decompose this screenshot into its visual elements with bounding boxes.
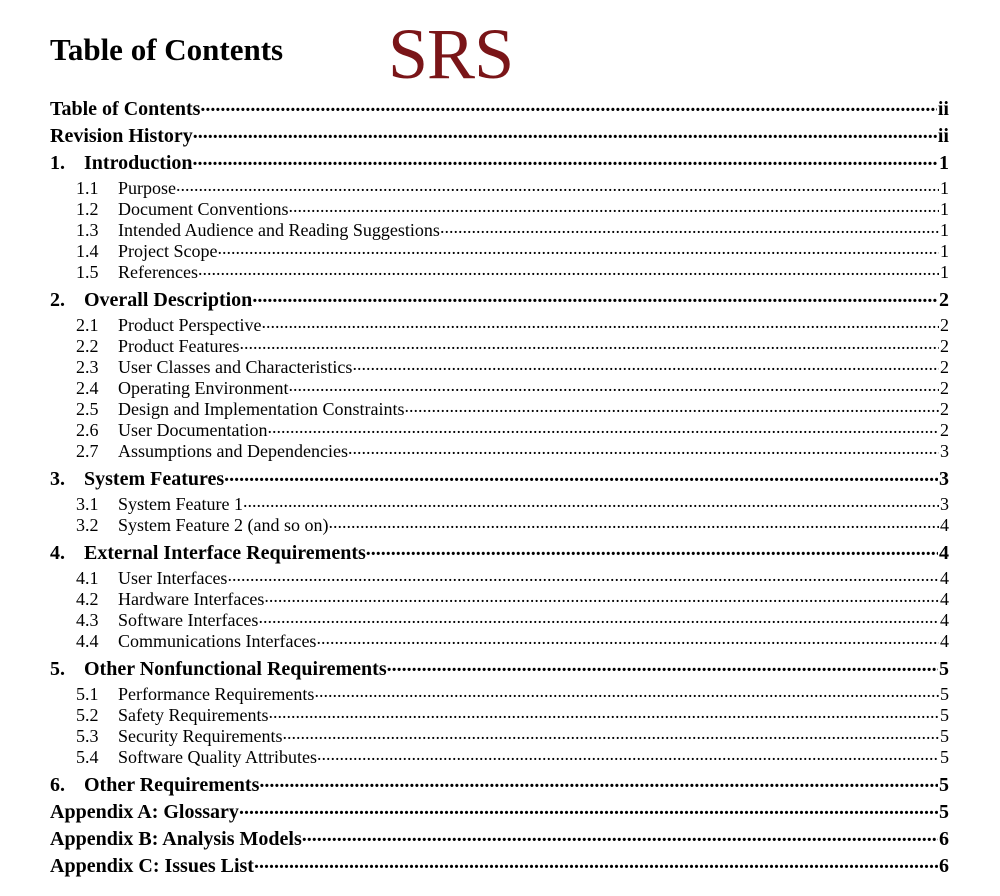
toc-entry-number: 3.1 bbox=[76, 494, 99, 514]
dot-leader bbox=[259, 771, 938, 791]
toc-entry-page: 3 bbox=[940, 494, 949, 514]
toc-entry[interactable] bbox=[50, 587, 949, 608]
toc-entry-number: 2.6 bbox=[76, 420, 99, 440]
toc-entry-page: 4 bbox=[939, 542, 949, 564]
dot-leader bbox=[224, 465, 938, 485]
toc-entry-title: Security Requirements bbox=[118, 726, 283, 746]
toc-entry-title: Design and Implementation Constraints bbox=[118, 399, 405, 419]
toc-entry-title: Purpose bbox=[118, 178, 176, 198]
toc-entry-number: 6. bbox=[50, 774, 65, 796]
toc-entry-title: User Interfaces bbox=[118, 568, 228, 588]
toc-entry[interactable] bbox=[50, 334, 949, 355]
toc-entry[interactable] bbox=[50, 176, 949, 197]
dot-leader bbox=[252, 286, 938, 306]
toc-entry-title: Intended Audience and Reading Suggestions bbox=[118, 220, 440, 240]
dot-leader bbox=[268, 703, 939, 721]
dot-leader bbox=[239, 798, 938, 818]
toc-entry-title: Other Requirements bbox=[84, 774, 260, 796]
dot-leader bbox=[227, 566, 939, 584]
toc-entry-title: User Documentation bbox=[118, 420, 268, 440]
dot-leader bbox=[254, 852, 938, 872]
toc-entry-number: 2.2 bbox=[76, 336, 99, 356]
toc-entry-page: 3 bbox=[940, 441, 949, 461]
toc-entry[interactable] bbox=[50, 122, 949, 149]
dot-leader bbox=[217, 239, 939, 257]
toc-entry-title: Table of Contents bbox=[50, 98, 201, 120]
toc-entry[interactable] bbox=[50, 465, 949, 492]
toc-entry-number: 1.4 bbox=[76, 241, 99, 261]
toc-entry-title: Performance Requirements bbox=[118, 684, 315, 704]
toc-entry[interactable] bbox=[50, 95, 949, 122]
toc-entry[interactable] bbox=[50, 439, 949, 460]
toc-entry-page: 1 bbox=[939, 152, 949, 174]
dot-leader bbox=[176, 176, 939, 194]
toc-entry[interactable] bbox=[50, 218, 949, 239]
dot-leader bbox=[328, 513, 939, 531]
toc-entry-page: 1 bbox=[940, 241, 949, 261]
toc-entry-number: 2.1 bbox=[76, 315, 99, 335]
toc-entry[interactable] bbox=[50, 149, 949, 176]
toc-entry-page: 2 bbox=[940, 399, 949, 419]
toc-entry-page: 5 bbox=[939, 774, 949, 796]
toc-entry[interactable] bbox=[50, 798, 949, 825]
toc-entry-title: Introduction bbox=[84, 152, 193, 174]
toc-entry-page: 6 bbox=[939, 828, 949, 850]
toc-entry-page: 5 bbox=[939, 658, 949, 680]
toc-entry-page: 2 bbox=[940, 315, 949, 335]
toc-entry-number: 4. bbox=[50, 542, 65, 564]
toc-entry[interactable] bbox=[50, 418, 949, 439]
toc-entry[interactable] bbox=[50, 655, 949, 682]
toc-entry-page: 4 bbox=[940, 631, 949, 651]
toc-entry-number: 1.2 bbox=[76, 199, 99, 219]
toc-entry-title: Document Conventions bbox=[118, 199, 289, 219]
toc-entry-title: System Feature 1 bbox=[118, 494, 243, 514]
toc-entry-page: 1 bbox=[940, 178, 949, 198]
toc-entry[interactable] bbox=[50, 852, 949, 879]
toc-entry-page: 1 bbox=[940, 262, 949, 282]
dot-leader bbox=[288, 376, 939, 394]
toc-entry-page: 4 bbox=[940, 589, 949, 609]
toc-entry-page: 2 bbox=[940, 378, 949, 398]
toc-entry-title: Software Quality Attributes bbox=[118, 747, 317, 767]
toc-entry-page: ii bbox=[937, 125, 949, 147]
dot-leader bbox=[239, 334, 939, 352]
toc-entry-number: 2.5 bbox=[76, 399, 99, 419]
toc-entry-page: 4 bbox=[940, 610, 949, 630]
dot-leader bbox=[352, 355, 939, 373]
toc-entry-number: 3.2 bbox=[76, 515, 99, 535]
toc-entry-title: Safety Requirements bbox=[118, 705, 269, 725]
toc-entry-page: 4 bbox=[940, 568, 949, 588]
toc-entry[interactable] bbox=[50, 771, 949, 798]
toc-entry[interactable] bbox=[50, 608, 949, 629]
dot-leader bbox=[387, 655, 938, 675]
toc-entry-title: Project Scope bbox=[118, 241, 218, 261]
toc-entry-number: 5.4 bbox=[76, 747, 99, 767]
toc-entry-title: Product Perspective bbox=[118, 315, 262, 335]
toc-entry-title: Product Features bbox=[118, 336, 240, 356]
toc-entry-page: 2 bbox=[940, 357, 949, 377]
toc-entry-number: 4.1 bbox=[76, 568, 99, 588]
dot-leader bbox=[316, 629, 939, 647]
toc-entry[interactable] bbox=[50, 492, 949, 513]
dot-leader bbox=[404, 397, 939, 415]
toc-entry-page: 5 bbox=[940, 747, 949, 767]
toc-entry-page: 5 bbox=[939, 801, 949, 823]
toc-entry-title: Appendix C: Issues List bbox=[50, 855, 254, 877]
toc-entry[interactable] bbox=[50, 397, 949, 418]
toc-entry-number: 1.3 bbox=[76, 220, 99, 240]
toc-entry-title: Hardware Interfaces bbox=[118, 589, 265, 609]
toc-entry-page: 2 bbox=[940, 336, 949, 356]
toc-entry[interactable] bbox=[50, 355, 949, 376]
toc-entry[interactable] bbox=[50, 260, 949, 281]
dot-leader bbox=[317, 745, 939, 763]
toc-entry[interactable] bbox=[50, 539, 949, 566]
toc-entry[interactable] bbox=[50, 197, 949, 218]
dot-leader bbox=[440, 218, 939, 236]
table-of-contents bbox=[50, 95, 949, 879]
toc-entry-title: Revision History bbox=[50, 125, 193, 147]
toc-entry-page: 5 bbox=[940, 684, 949, 704]
toc-entry[interactable] bbox=[50, 513, 949, 534]
toc-entry[interactable] bbox=[50, 376, 949, 397]
toc-entry-number: 4.2 bbox=[76, 589, 99, 609]
toc-entry[interactable] bbox=[50, 745, 949, 766]
toc-entry-page: ii bbox=[937, 98, 949, 120]
toc-entry-page: 4 bbox=[940, 515, 949, 535]
dot-leader bbox=[243, 492, 939, 510]
toc-entry-number: 3. bbox=[50, 468, 65, 490]
dot-leader bbox=[366, 539, 938, 559]
toc-entry[interactable] bbox=[50, 566, 949, 587]
toc-entry-number: 4.4 bbox=[76, 631, 99, 651]
toc-entry-number: 5.3 bbox=[76, 726, 99, 746]
toc-entry-title: Software Interfaces bbox=[118, 610, 259, 630]
dot-leader bbox=[193, 149, 938, 169]
toc-entry-page: 3 bbox=[939, 468, 949, 490]
toc-entry-title: User Classes and Characteristics bbox=[118, 357, 353, 377]
toc-entry-number: 5. bbox=[50, 658, 65, 680]
toc-entry-page: 1 bbox=[940, 220, 949, 240]
dot-leader bbox=[314, 682, 939, 700]
toc-entry-title: System Feature 2 (and so on) bbox=[118, 515, 329, 535]
toc-entry[interactable] bbox=[50, 825, 949, 852]
toc-entry-number: 5.1 bbox=[76, 684, 99, 704]
dot-leader bbox=[261, 313, 939, 331]
dot-leader bbox=[302, 825, 938, 845]
toc-entry-number: 2.3 bbox=[76, 357, 99, 377]
toc-entry-title: Appendix B: Analysis Models bbox=[50, 828, 302, 850]
toc-entry-title: Other Nonfunctional Requirements bbox=[84, 658, 387, 680]
toc-entry-number: 1.1 bbox=[76, 178, 99, 198]
toc-entry-page: 2 bbox=[940, 420, 949, 440]
toc-entry-title: System Features bbox=[84, 468, 225, 490]
toc-entry-title: External Interface Requirements bbox=[84, 542, 366, 564]
dot-leader bbox=[258, 608, 939, 626]
toc-entry[interactable] bbox=[50, 629, 949, 650]
toc-entry[interactable] bbox=[50, 682, 949, 703]
dot-leader bbox=[198, 260, 939, 278]
toc-entry-title: Assumptions and Dependencies bbox=[118, 441, 348, 461]
toc-entry-title: Communications Interfaces bbox=[118, 631, 317, 651]
dot-leader bbox=[264, 587, 939, 605]
toc-entry-number: 2.4 bbox=[76, 378, 99, 398]
toc-entry[interactable] bbox=[50, 286, 949, 313]
dot-leader bbox=[200, 95, 936, 115]
toc-entry-number: 4.3 bbox=[76, 610, 99, 630]
toc-entry-page: 1 bbox=[940, 199, 949, 219]
page-title: Table of Contents bbox=[50, 32, 284, 67]
toc-entry-number: 5.2 bbox=[76, 705, 99, 725]
toc-entry-title: Appendix A: Glossary bbox=[50, 801, 239, 823]
toc-entry[interactable] bbox=[50, 724, 949, 745]
toc-entry-number: 2.7 bbox=[76, 441, 99, 461]
toc-entry[interactable] bbox=[50, 239, 949, 260]
toc-entry[interactable] bbox=[50, 703, 949, 724]
toc-entry-title: Overall Description bbox=[84, 289, 253, 311]
srs-logo: SRS bbox=[388, 14, 514, 94]
toc-entry-number: 1. bbox=[50, 152, 65, 174]
toc-entry[interactable] bbox=[50, 313, 949, 334]
toc-entry-page: 6 bbox=[939, 855, 949, 877]
toc-entry-page: 2 bbox=[939, 289, 949, 311]
dot-leader bbox=[267, 418, 939, 436]
toc-entry-number: 1.5 bbox=[76, 262, 99, 282]
dot-leader bbox=[282, 724, 939, 742]
toc-entry-number: 2. bbox=[50, 289, 65, 311]
toc-entry-title: References bbox=[118, 262, 198, 282]
toc-entry-page: 5 bbox=[940, 726, 949, 746]
toc-entry-title: Operating Environment bbox=[118, 378, 289, 398]
dot-leader bbox=[348, 439, 939, 457]
dot-leader bbox=[193, 122, 937, 142]
dot-leader bbox=[288, 197, 939, 215]
toc-entry-page: 5 bbox=[940, 705, 949, 725]
